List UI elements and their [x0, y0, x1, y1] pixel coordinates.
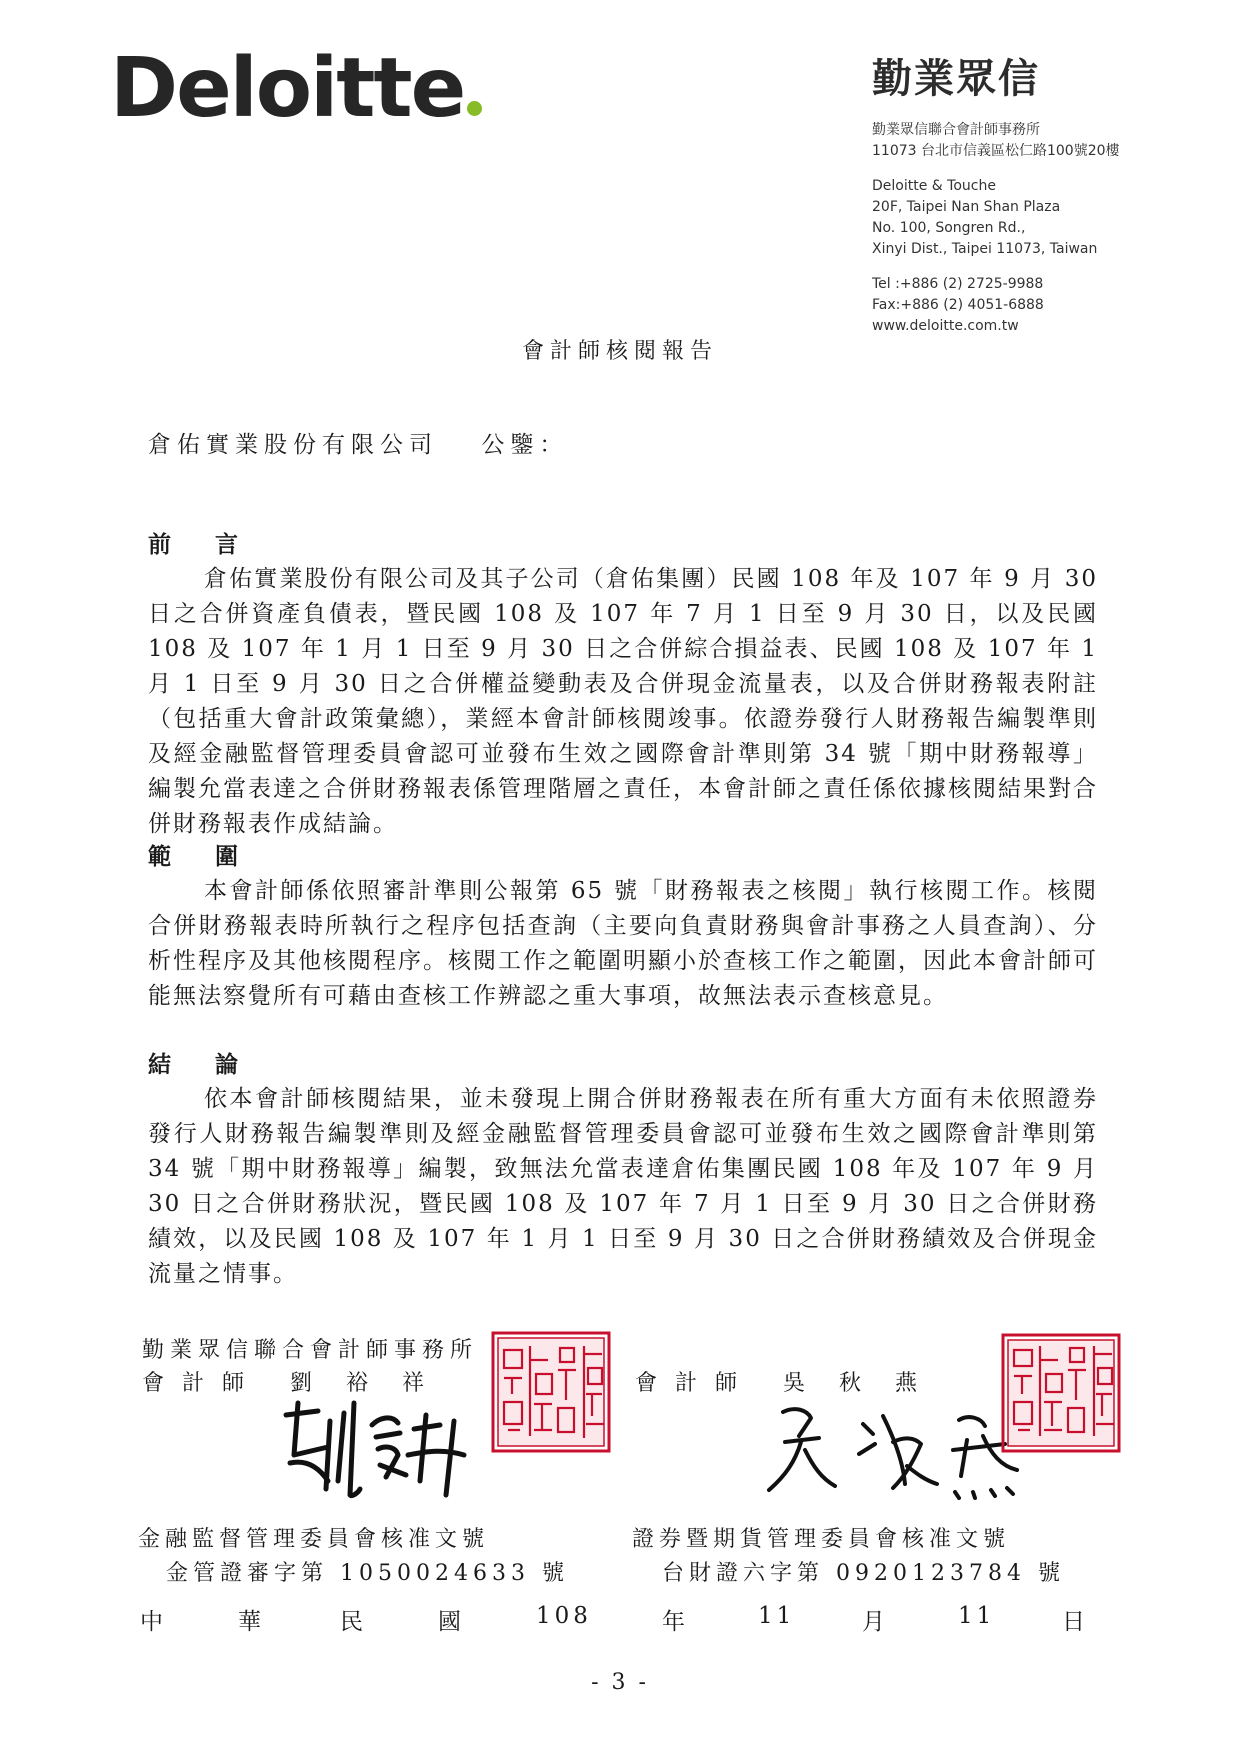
- date-month: 11: [758, 1603, 796, 1629]
- logo-text: Deloitte: [110, 41, 465, 136]
- section-text-intro: 倉佑實業股份有限公司及其子公司（倉佑集團）民國 108 年及 107 年 9 月 30 日之合併資產負債表，暨民國 108 及 107 年 7 月 1 日至 9 月 30 日，以及民國 108 及 107 年 1 月 1 日至 9 月 30 日之合併綜合損益表、民國 108 及 107 年 1 月 1 日至 9 月 30 日之合併權益變動表及合併現金流量表，以及合併財務報表附註（包括重大會計政策彙總），業經本會計師核閱竣事。依證券發行人財務報告編製準則及經金融監督管理委員會認可並發布生效之國際會計準則第 34 號「期中財務報導」編製允當表達之合併財務報表係管理階層之責任，本會計師之責任係依據核閱結果對合併財務報表作成結論。: [148, 566, 1098, 837]
- date-char-2: 華: [238, 1609, 261, 1635]
- date-char-1: 中: [140, 1609, 163, 1635]
- approval-right-number: 台財證六字第 0920123784 號: [662, 1561, 1065, 1586]
- cpa-right-title: 會計師: [635, 1371, 756, 1396]
- signature-firm-name: 勤業眾信聯合會計師事務所: [142, 1338, 479, 1363]
- firm-name-cn-logo: 勤業眾信: [872, 56, 1040, 102]
- firm-name-cn-full: 勤業眾信聯合會計師事務所: [872, 122, 1040, 138]
- section-text-conclusion: 依本會計師核閱結果，並未發現上開合併財務報表在所有重大方面有未依照證券發行人財務報告編製準則及經金融監督管理委員會認可並發布生效之國際會計準則第 34 號「期中財務報導」編製，致無法允當表達倉佑集團民國 108 年及 107 年 9 月 30 日之合併財務狀況，暨民國 108 及 107 年 7 月 1 日至 9 月 30 日之合併財務績效，以及民國 108 及 107 年 1 月 1 日至 9 月 30 日之合併財務績效及合併現金流量之情事。: [148, 1086, 1098, 1287]
- approval-left-authority: 金融監督管理委員會核准文號: [138, 1527, 490, 1552]
- firm-fax: Fax:+886 (2) 4051-6888: [872, 297, 1044, 313]
- page-number: - 3 -: [591, 1670, 649, 1695]
- section-heading-conclusion: 結論: [148, 1051, 282, 1078]
- firm-address-cn: 11073 台北市信義區松仁路100號20樓: [872, 143, 1120, 159]
- cpa-left-title: 會計師: [142, 1371, 263, 1396]
- firm-info: [872, 56, 1120, 337]
- report-title: 會計師核閱報告: [521, 339, 718, 364]
- handwritten-signature-right: [755, 1380, 1035, 1510]
- firm-address-en-line-3: Xinyi Dist., Taipei 11073, Taiwan: [872, 241, 1098, 257]
- date-year-unit: 年: [662, 1609, 685, 1635]
- approval-left-number: 金管證審字第 1050024633 號: [166, 1561, 569, 1586]
- firm-address-en-line-1: 20F, Taipei Nan Shan Plaza: [872, 199, 1061, 215]
- date-year: 108: [536, 1603, 592, 1629]
- cpa-right-name: 吳秋燕: [783, 1371, 952, 1396]
- date-day-unit: 日: [1062, 1609, 1085, 1635]
- handwritten-signature-left: [268, 1385, 488, 1505]
- cpa-left-name: 劉裕祥: [290, 1371, 459, 1396]
- addressee-line: [148, 426, 568, 459]
- cpa-seal-right-icon: [1000, 1332, 1122, 1454]
- date-day: 11: [958, 1603, 996, 1629]
- deloitte-logo: [110, 41, 482, 136]
- date-month-unit: 月: [862, 1609, 885, 1635]
- date-char-3: 民: [340, 1609, 363, 1635]
- firm-website: www.deloitte.com.tw: [872, 318, 1019, 334]
- firm-tel: Tel :+886 (2) 2725-9988: [872, 276, 1044, 292]
- salutation: 公鑒：: [481, 432, 569, 458]
- firm-address-en-line-2: No. 100, Songren Rd.,: [872, 220, 1026, 236]
- addressee: 倉佑實業股份有限公司: [148, 432, 438, 458]
- section-text-scope: 本會計師係依照審計準則公報第 65 號「財務報表之核閱」執行核閱工作。核閱合併財務報表時所執行之程序包括查詢（主要向負責財務與會計事務之人員查詢）、分析性程序及其他核閱程序。核閱工作之範圍明顯小於查核工作之範圍，因此本會計師可能無法察覺所有可藉由查核工作辨認之重大事項，故無法表示查核意見。: [148, 878, 1098, 1009]
- section-heading-scope: 範圍: [148, 843, 282, 870]
- approval-right-authority: 證券暨期貨管理委員會核准文號: [632, 1527, 1011, 1552]
- section-heading-intro: 前言: [148, 531, 282, 558]
- date-char-4: 國: [438, 1609, 461, 1635]
- logo-dot-icon: [467, 101, 482, 116]
- cpa-seal-left-icon: [490, 1330, 612, 1454]
- firm-name-en: Deloitte & Touche: [872, 178, 996, 194]
